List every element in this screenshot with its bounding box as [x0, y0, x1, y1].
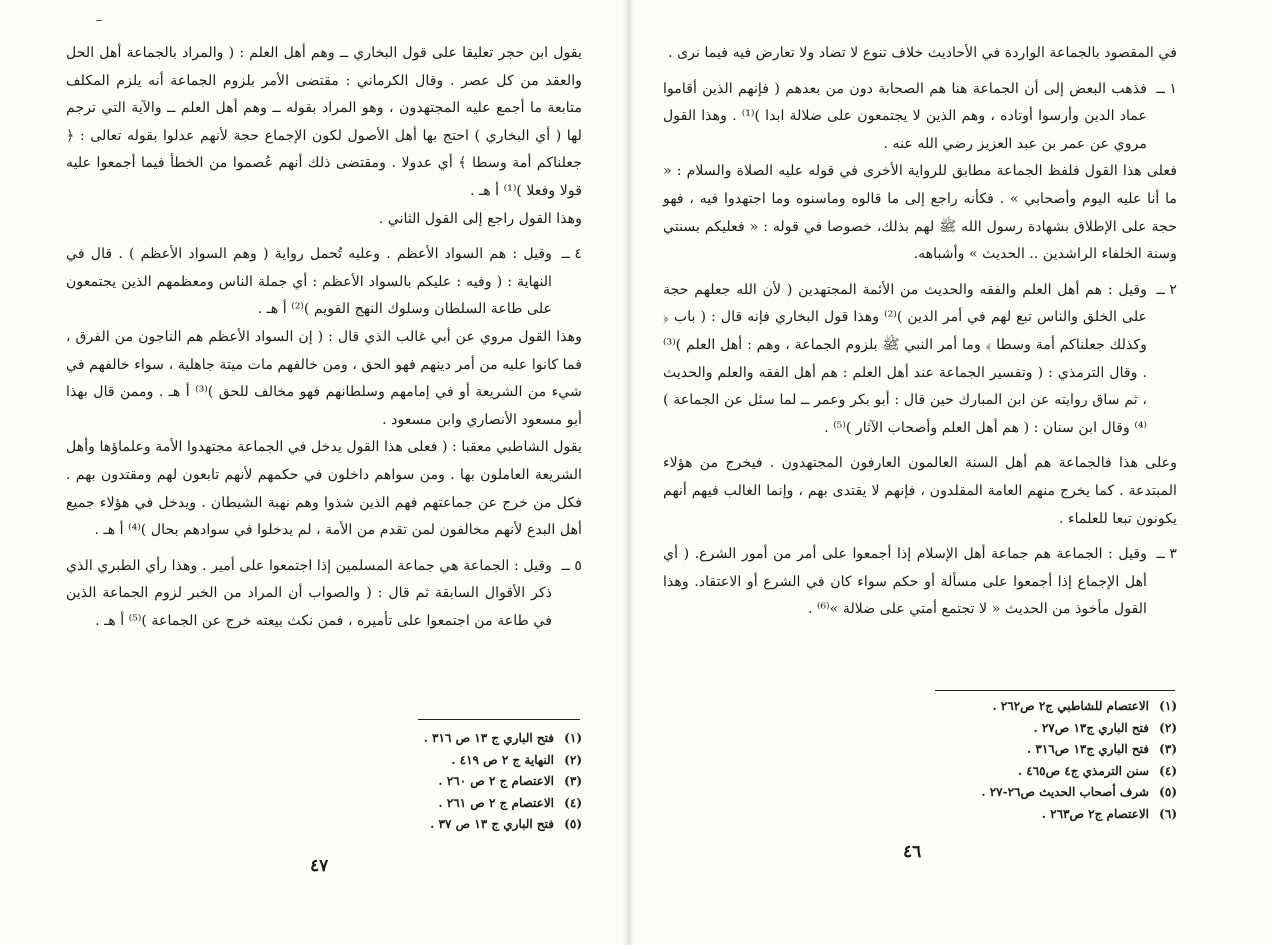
footnote: (١)الاعتصام للشاطبي ج٢ ص٢٦٢ . — [992, 699, 1177, 713]
left-paragraph: يقول ابن حجر تعليقا على قول البخاري ــ وهم أهل العلم : ( والمراد بالجماعة أهل الحل والعقد من كل عصر . وقال الكرماني : مقتضى الأمر بلزوم الجماعة أنه يلزم المكلف متابعة ما أجمع عليه المجتهدون ، وهو المراد بقوله ــ وهم أهل العلم ــ والآية التي ترجم لها ( أي البخاري ) احتج بها أهل الأصول لكون الإجماع حجة لأنهم عدلوا بقوله تعالى : ﴿ جعلناكم أمة وسطا ﴾ أي عدولا . ومقتضى ذلك أنهم عُصموا من الخطأ فيما أجمعوا عليه قولا وفعلا )⁽¹⁾ أ هـ . — [66, 45, 582, 199]
footnote: (٦)الاعتصام ج٢ ص٢٦٣ . — [1041, 806, 1177, 821]
item-text: وقيل : الجماعة هي جماعة المسلمين إذا اجتمعوا على أمير . وهذا رأي الطبري الذي ذكر الأقوال السابقة ثم قال : ( والصواب أن المراد من الخبر لزوم الجماعة الذين في طاعة من اجتمعوا على تأميره ، فمن نكث بيعته خرج عن الجماعة )⁽⁵⁾ أ هـ . — [66, 557, 552, 629]
left-numbered-item-5 — [66, 553, 582, 636]
item-number: ٢ ــ — [1156, 281, 1177, 298]
item-number: ٤ ــ — [561, 246, 582, 263]
item-text: وقيل : الجماعة هم جماعة أهل الإسلام إذا أجمعوا على أمر من أمور الشرع. ( أي أهل الإجماع إذا أجمعوا على مسألة أو حكم سواء كان في الشرع أو الاعتقاد. وهذا القول مأخوذ من الحديث « لا تجتمع أمتي على ضلالة »⁽⁶⁾ . — [663, 546, 1147, 618]
left-page-number: ٤٧ — [310, 856, 329, 876]
footnote: (١)فتح الباري ج ١٣ ص ٣١٦ . — [423, 731, 582, 745]
footnote: (٢)فتح الباري ج١٣ ص٢٧ . — [1033, 720, 1177, 735]
item-text: وقيل : هم أهل العلم والفقه والحديث من الأئمة المجتهدين ( لأن الله جعلهم حجة على الخلق والناس تبع لهم في أمر الدين )⁽²⁾ وهذا قول البخاري فإنه قال : ( باب ﴿ وكذلك جعلناكم أمة وسطا ﴾ وما أمر النبي ﷺ بلزوم الجماعة ، وهم : أهل العلم )⁽³⁾ . وقال الترمذي : ( وتفسير الجماعة عند أهل العلم : هم أهل الفقه والعلم والحديث ، ثم ساق روايته عن ابن المبارك حين قال : أبو بكر وعمر ــ لما سئل عن الجماعة )⁽⁴⁾ وقال ابن سنان : ( هم أهل العلم وأصحاب الآثار )⁽⁵⁾ . — [663, 281, 1147, 436]
right-numbered-item-1 — [663, 76, 1177, 159]
right-page-body — [663, 40, 1177, 624]
scan-speck — [96, 20, 102, 21]
item-number: ٣ ــ — [1156, 546, 1177, 563]
right-paragraph: فعلى هذا القول فلفظ الجماعة مطابق للرواية الأخرى في قوله عليه الصلاة والسلام : « ما أنا عليه اليوم وأصحابي » . فكأنه راجع إلى ما قالوه وماسنوه وما اجتهدوا فيه ، فهو حجة على الإطلاق بشهادة رسول الله ﷺ لهم بذلك، خصوصا في قوله : « فعليكم بسنتي وسنة الخلفاء الراشدين .. الحديث » وأشباهه. — [663, 163, 1177, 263]
footnote: (٥)فتح الباري ج ١٣ ص ٣٧ . — [430, 817, 582, 831]
left-paragraph: وهذا القول راجع إلى القول الثاني . — [378, 210, 582, 227]
footnote: (٣)فتح الباري ج١٣ ص٣١٦ . — [1027, 742, 1177, 756]
left-footnote-rule — [418, 719, 580, 720]
left-paragraph: وهذا القول مروي عن أبي غالب الذي قال : ( إن السواد الأعظم هم الناجون من الفرق ، فما كانوا عليه من أمر دينهم فهو الحق ، ومن خالفهم مات ميتة جاهلية ، سواء خالفهم في شيء من الشريعة أو في إمامهم وسلطانهم فهو مخالف للحق )⁽³⁾ أ هـ . وممن قال بهذا أبو مسعود الأنصاري وابن مسعود . — [66, 328, 582, 428]
left-paragraph: يقول الشاطبي معقبا : ( فعلى هذا القول يدخل في الجماعة مجتهدوا الأمة وعلماؤها وأهل الشريعة العاملون بها . ومن سواهم داخلون في حكمهم لأنهم تابعون لهم ومقتدون بهم . فكل من خرج عن جماعتهم فهم الذين شذوا وهم نهبة الشيطان . ويدخل في هؤلاء جميع أهل البدع لأنهم مخالفون لمن تقدم من الأمة ، لم يدخلوا في سوادهم بحال )⁽⁴⁾ أ هـ . — [66, 439, 582, 539]
item-text: وقيل : هم السواد الأعظم . وعليه تُحمل رواية ( وهم السواد الأعظم ) . قال في النهاية : ( وفيه : عليكم بالسواد الأعظم : أي جملة الناس ومعظمهم الذين يجتمعون على طاعة السلطان وسلوك النهج القويم )⁽²⁾ أ هـ . — [66, 246, 552, 318]
right-intro: في المقصود بالجماعة الواردة في الأحاديث خلاف تنوع لا تضاد ولا تعارض فيه فيما نرى . — [668, 45, 1177, 61]
right-paragraph: وعلى هذا فالجماعة هم أهل السنة العالمون العارفون المجتهدون . فيخرج من هؤلاء المبتدعة . كما يخرج منهم العامة المقلدون ، فإنهم لا يقتدى بهم ، وإنما الغالب فيهم أنهم يكونون تبعا للعلماء . — [663, 455, 1177, 527]
book-gutter — [622, 0, 636, 945]
footnote: (٢)النهاية ج ٢ ص ٤١٩ . — [451, 752, 582, 767]
item-number: ٥ ــ — [561, 557, 582, 574]
footnote: (٤)سنن الترمذي ج٤ ص٤٦٥ . — [1017, 763, 1177, 778]
right-page-number: ٤٦ — [903, 842, 922, 862]
left-page-body — [66, 40, 582, 635]
right-numbered-item-2 — [663, 277, 1177, 443]
item-number: ١ ــ — [1156, 80, 1177, 97]
footnote: (٣)الاعتصام ج ٢ ص ٢٦٠ . — [438, 774, 582, 788]
left-footnotes — [330, 728, 582, 836]
item-text: فذهب البعض إلى أن الجماعة هنا هم الصحابة دون من بعدهم ( فإنهم الذين أقاموا عماد الدين وأرسوا أوتاده ، وهم الذين لا يجتمعون على ضلالة ابدا )⁽¹⁾ . وهذا القول مروي عن عمر بن عبد العزيز رضي الله عنه . — [663, 80, 1147, 152]
footnote: (٥)شرف أصحاب الحديث ص٢٦-٢٧ . — [981, 785, 1177, 799]
footnote: (٤)الاعتصام ج ٢ ص ٢٦١ . — [438, 795, 582, 810]
left-numbered-item-4 — [66, 241, 582, 324]
right-footnotes — [925, 696, 1177, 825]
right-footnote-rule — [935, 690, 1175, 691]
right-numbered-item-3 — [663, 541, 1177, 624]
